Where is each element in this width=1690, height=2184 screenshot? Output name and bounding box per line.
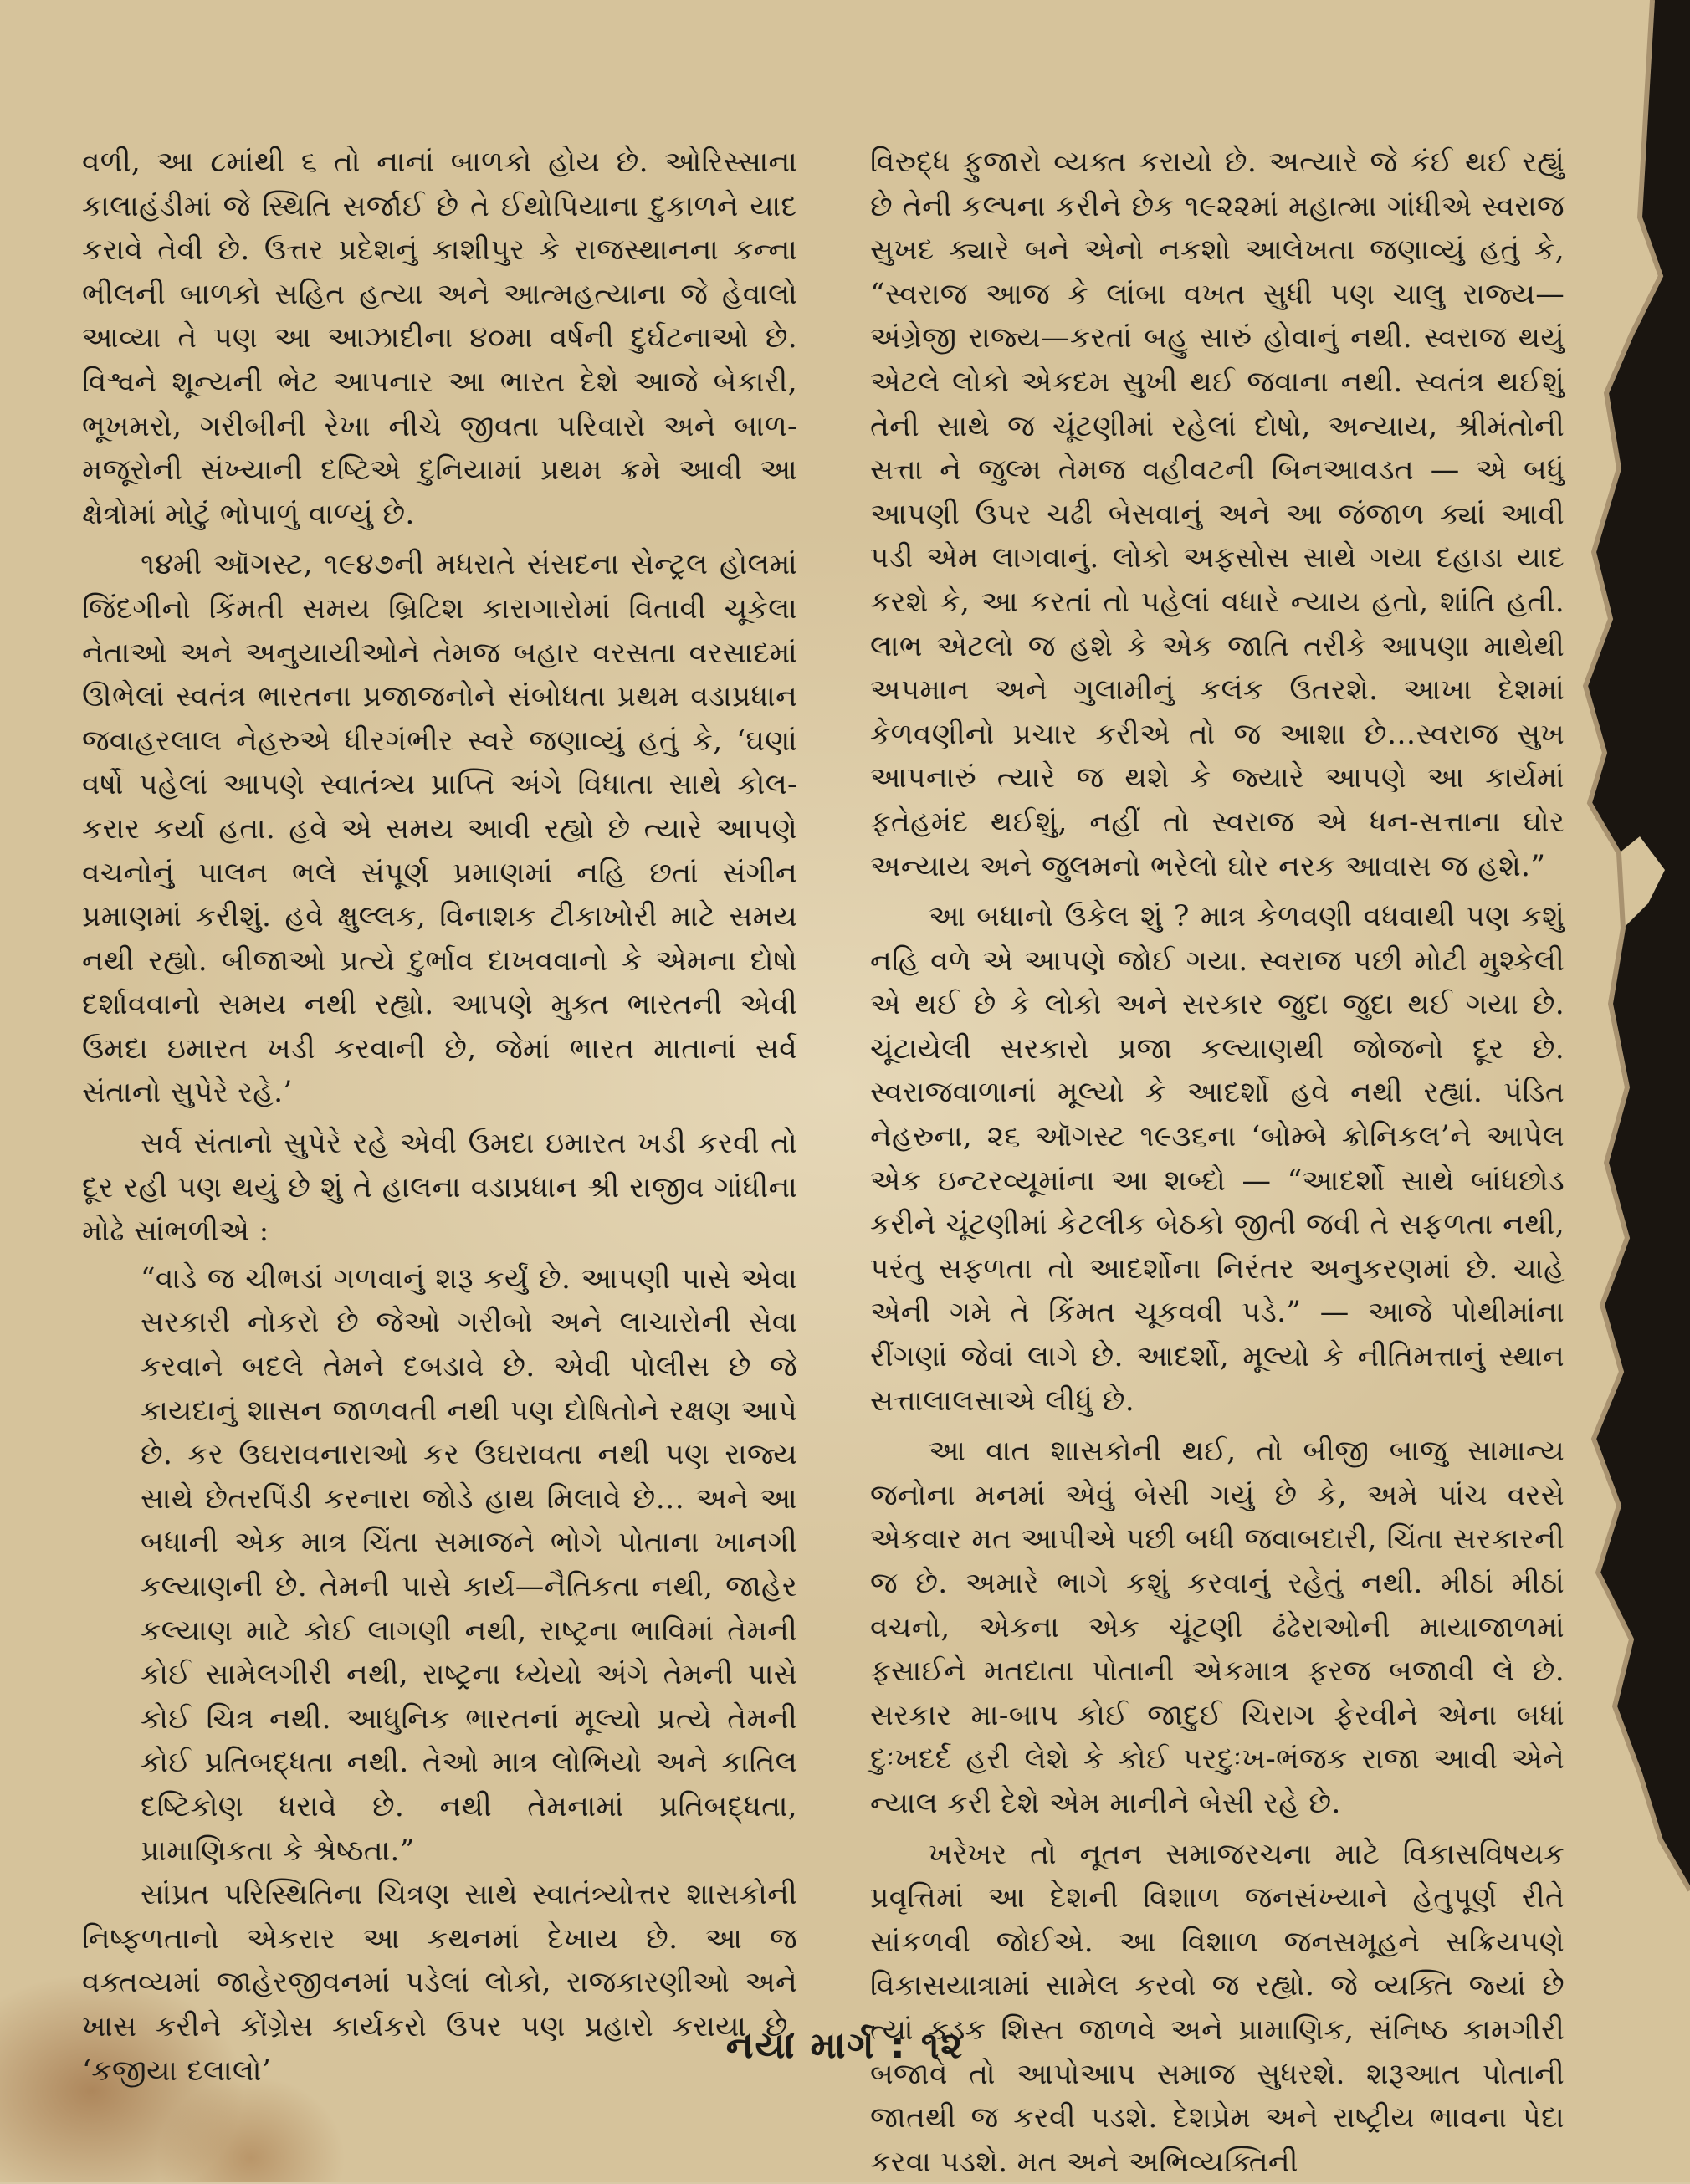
left-column bbox=[82, 141, 797, 2093]
paragraph: આ બધાનો ઉકેલ શું ? માત્ર કેળવણી વધવાથી પણ કશું નહિ વળે એ આપણે જોઈ ગયા. સ્વરાજ પછી મોટી મુશ્કેલી એ થઈ છે કે લોકો અને સરકાર જુદા જુદા થઈ ગયા છે. ચૂંટાયેલી સરકારો પ્રજા કલ્યાણથી જોજનો દૂર છે. સ્વરાજવાળાનાં મૂલ્યો કે આદર્શો હવે નથી રહ્યાં. પંડિત નેહરુના, ૨૬ ઑગસ્ટ ૧૯૩૬ના ‘બોમ્બે ક્રોનિકલ’ને આપેલ એક ઇન્ટરવ્યૂમાંના આ શબ્દો — “આદર્શો સાથે બાંધછોડ કરીને ચૂંટણીમાં કેટલીક બેઠકો જીતી જવી તે સફળતા નથી, પરંતુ સફળતા તો આદર્શોના નિરંતર અનુકરણમાં છે. ચાહે એની ગમે તે કિંમત ચૂકવવી પડે.” — આજે પોથીમાંના રીંગણાં જેવાં લાગે છે. આદર્શો, મૂલ્યો કે નીતિમત્તાનું સ્થાન સત્તાલાલસાએ લીધું છે. bbox=[870, 900, 1565, 1418]
paragraph: સાંપ્રત પરિસ્થિતિના ચિત્રણ સાથે સ્વાતંત્ર્યોત્તર શાસકોની નિષ્ફળતાનો એકરાર આ કથનમાં દેખાય છે. આ જ વક્તવ્યમાં જાહેરજીવનમાં પડેલાં લોકો, રાજકારણીઓ અને ખાસ કરીને કોંગ્રેસ કાર્યકરો ઉપર પણ પ્રહારો કરાયા છે, ‘કજીયા દલાલો’ bbox=[82, 1878, 797, 2088]
right-column bbox=[870, 141, 1565, 2184]
paragraph: ૧૪મી ઑગસ્ટ, ૧૯૪૭ની મધરાતે સંસદના સેન્ટ્રલ હોલમાં જિંદગીનો કિંમતી સમય બ્રિટિશ કારાગારોમાં વિતાવી ચૂકેલા નેતાઓ અને અનુયાયીઓને તેમજ બહાર વરસતા વરસાદમાં ઊભેલાં સ્વતંત્ર ભારતના પ્રજાજનોને સંબોધતા પ્રથમ વડાપ્રધાન જવાહરલાલ નેહરુએ ધીરગંભીર સ્વરે જણાવ્યું હતું કે, ‘ઘણાં વર્ષો પહેલાં આપણે સ્વાતંત્ર્ય પ્રાપ્તિ અંગે વિધાતા સાથે કોલ-કરાર કર્યા હતા. હવે એ સમય આવી રહ્યો છે ત્યારે આપણે વચનોનું પાલન ભલે સંપૂર્ણ પ્રમાણમાં નહિ છતાં સંગીન પ્રમાણમાં કરીશું. હવે ક્ષુલ્લક, વિનાશક ટીકાખોરી માટે સમય નથી રહ્યો. બીજાઓ પ્રત્યે દુર્ભાવ દાખવવાનો કે એમના દોષો દર્શાવવાનો સમય નથી રહ્યો. આપણે મુક્ત ભારતની એવી ઉમદા ઇમારત ખડી કરવાની છે, જેમાં ભારત માતાનાં સર્વ સંતાનો સુપેરે રહે.’ bbox=[82, 548, 797, 1110]
paragraph: સર્વ સંતાનો સુપેરે રહે એવી ઉમદા ઇમારત ખડી કરવી તો દૂર રહી પણ થયું છે શું તે હાલના વડાપ્રધાન શ્રી રાજીવ ગાંધીના મોઢે સાંભળીએ : bbox=[82, 1127, 797, 1249]
paragraph: વિરુદ્ધ ફુજારો વ્યક્ત કરાયો છે. અત્યારે જે કંઈ થઈ રહ્યું છે તેની કલ્પના કરીને છેક ૧૯૨૨માં મહાત્મા ગાંધીએ સ્વરાજ સુખદ ક્યારે બને એનો નકશો આલેખતા જણાવ્યું હતું કે, “સ્વરાજ આજ કે લાંબા વખત સુધી પણ ચાલુ રાજ્ય—અંગ્રેજી રાજ્ય—કરતાં બહુ સારું હોવાનું નથી. સ્વરાજ થયું એટલે લોકો એકદમ સુખી થઈ જવાના નથી. સ્વતંત્ર થઈશું તેની સાથે જ ચૂંટણીમાં રહેલાં દોષો, અન્યાય, શ્રીમંતોની સત્તા ને જુલ્મ તેમજ વહીવટની બિનઆવડત — એ બધું આપણી ઉપર ચઢી બેસવાનું અને આ જંજાળ ક્યાં આવી પડી એમ લાગવાનું. લોકો અફસોસ સાથે ગયા દહાડા યાદ કરશે કે, આ કરતાં તો પહેલાં વધારે ન્યાય હતો, શાંતિ હતી. લાભ એટલો જ હશે કે એક જાતિ તરીકે આપણા માથેથી અપમાન અને ગુલામીનું કલંક ઉતરશે. આખા દેશમાં કેળવણીનો પ્રચાર કરીએ તો જ આશા છે…સ્વરાજ સુખ આપનારું ત્યારે જ થશે કે જ્યારે આપણે આ કાર્યમાં ફતેહમંદ થઈશું, નહીં તો સ્વરાજ એ ધન-સત્તાના ઘોર અન્યાય અને જુલમનો ભરેલો ઘોર નરક આવાસ જ હશે.” bbox=[870, 146, 1565, 883]
block-quote: “વાડે જ ચીભડાં ગળવાનું શરૂ કર્યું છે. આપણી પાસે એવા સરકારી નોકરો છે જેઓ ગરીબો અને લાચારોની સેવા કરવાને બદલે તેમને દબડાવે છે. એવી પોલીસ છે જે કાયદાનું શાસન જાળવતી નથી પણ દોષિતોને રક્ષણ આપે છે. કર ઉઘરાવનારાઓ કર ઉઘરાવતા નથી પણ રાજ્ય સાથે છેતરપિંડી કરનારા જોડે હાથ મિલાવે છે… અને આ બધાની એક માત્ર ચિંતા સમાજને ભોગે પોતાના ખાનગી કલ્યાણની છે. તેમની પાસે કાર્ય—નૈતિકતા નથી, જાહેર કલ્યાણ માટે કોઈ લાગણી નથી, રાષ્ટ્રના ભાવિમાં તેમની કોઈ સામેલગીરી નથી, રાષ્ટ્રના ધ્યેયો અંગે તેમની પાસે કોઈ ચિત્ર નથી. આધુનિક ભારતનાં મૂલ્યો પ્રત્યે તેમની કોઈ પ્રતિબદ્ધતા નથી. તેઓ માત્ર લોભિયો અને કાતિલ દષ્ટિકોણ ધરાવે છે. નથી તેમનામાં પ્રતિબદ્ધતા, પ્રામાણિકતા કે શ્રેષ્ઠતા.” bbox=[141, 1261, 797, 1868]
paragraph: ખરેખર તો નૂતન સમાજરચના માટે વિકાસવિષયક પ્રવૃત્તિમાં આ દેશની વિશાળ જનસંખ્યાને હેતુપૂર્ણ રીતે સાંકળવી જોઈએ. આ વિશાળ જનસમૂહને સક્રિયપણે વિકાસયાત્રામાં સામેલ કરવો જ રહ્યો. જે વ્યક્તિ જ્યાં છે ત્યાં કડક શિસ્ત જાળવે અને પ્રામાણિક, સંનિષ્ઠ કામગીરી બજાવે તો આપોઆપ સમાજ સુધરશે. શરૂઆત પોતાની જાતથી જ કરવી પડશે. દેશપ્રેમ અને રાષ્ટ્રીય ભાવના પેદા કરવા પડશે. મત અને અભિવ્યક્તિની bbox=[870, 1837, 1565, 2179]
paragraph: વળી, આ ૮માંથી ૬ તો નાનાં બાળકો હોય છે. ઓરિસ્સાના કાલાહંડીમાં જે સ્થિતિ સર્જાઈ છે તે ઈથોપિયાના દુકાળને યાદ કરાવે તેવી છે. ઉત્તર પ્રદેશનું કાશીપુર કે રાજસ્થાનના કન્ના ભીલની બાળકો સહિત હત્યા અને આત્મહત્યાના જે હેવાલો આવ્યા તે પણ આ આઝાદીના ૪૦મા વર્ષની દુર્ઘટનાઓ છે. વિશ્વને શૂન્યની ભેટ આપનાર આ ભારત દેશે આજે બેકારી, ભૂખમરો, ગરીબીની રેખા નીચે જીવતા પરિવારો અને બાળ-મજૂરોની સંખ્યાની દષ્ટિએ દુનિયામાં પ્રથમ ક્રમે આવી આ ક્ષેત્રોમાં મોટું ભોપાળું વાળ્યું છે. bbox=[82, 146, 797, 531]
page-footer: નયા માર્ગ : ૧૨ bbox=[725, 2024, 965, 2067]
paragraph: આ વાત શાસકોની થઈ, તો બીજી બાજુ સામાન્ય જનોના મનમાં એવું બેસી ગયું છે કે, અમે પાંચ વરસે એકવાર મત આપીએ પછી બધી જવાબદારી, ચિંતા સરકારની જ છે. અમારે ભાગે કશું કરવાનું રહેતું નથી. મીઠાં મીઠાં વચનો, એકના એક ચૂંટણી ઢંઢેરાઓની માયાજાળમાં ફસાઈને મતદાતા પોતાની એકમાત્ર ફરજ બજાવી લે છે. સરકાર મા-બાપ કોઈ જાદુઈ ચિરાગ ફેરવીને એના બધાં દુઃખદર્દ હરી લેશે કે કોઈ પરદુઃખ-ભંજક રાજા આવી એને ન્યાલ કરી દેશે એમ માનીને બેસી રહે છે. bbox=[870, 1435, 1565, 1820]
